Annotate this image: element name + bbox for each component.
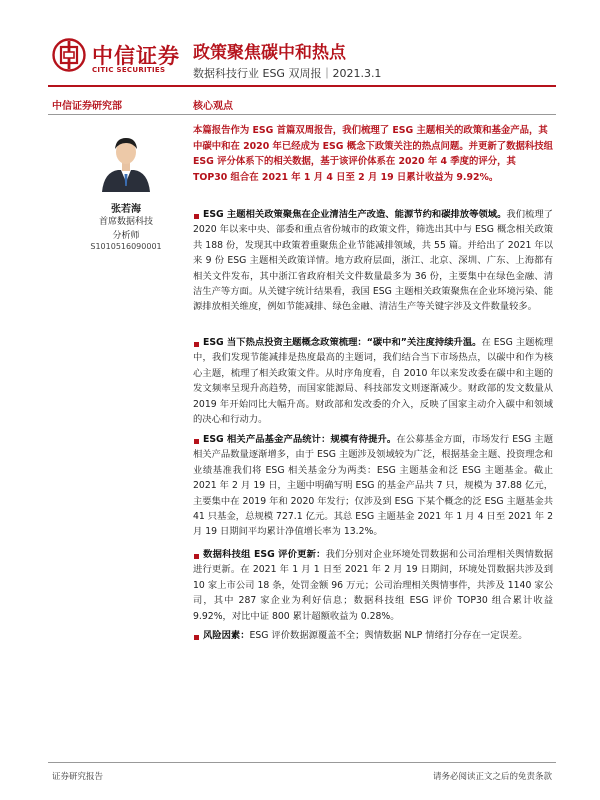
paragraph-body: 在 ESG 主题梳理中，我们发现节能减排是热度最高的主题词，我们结合当下市场热点，以碳中和作为核心主题，梳理了相关政策文件。从时序角度看，自 2010 年以来发改委在碳中和主题的发文频率呈现升高趋势，而国家能源局、科技部发文则逐渐减少。财政部的发文数量从 2019 年开始同比大幅升高。财政部和发改委的介入，反映了国家主动介入碳中和领域的决心和行动力。 [193, 337, 554, 426]
footer-report-type: 证券研究报告 [52, 772, 104, 782]
paragraph-lead: 数据科技组 ESG 评价更新： [203, 549, 326, 560]
section-divider [48, 114, 556, 115]
core-views-label: 核心观点 [193, 101, 233, 112]
brand-name-en: CITIC SECURITIES [92, 66, 166, 74]
paragraph-carbon-neutral [193, 335, 553, 427]
report-title: 政策聚焦碳中和热点 [193, 43, 346, 63]
report-subtitle: 数据科技行业 ESG 双周报｜2021.3.1 [193, 67, 382, 80]
citic-logo-icon [52, 38, 86, 72]
paragraph-lead: 风险因素： [203, 630, 250, 641]
footer-divider [48, 762, 556, 763]
paragraph-lead: ESG 相关产品基金产品统计：规模有待提升。 [203, 434, 397, 445]
brand-name-cn: 中信证券 [92, 44, 180, 68]
analyst-role: 分析师 [112, 231, 140, 241]
footer-disclaimer: 请务必阅读正文之后的免责条款 [432, 772, 552, 782]
paragraph-lead: ESG 主题相关政策聚焦在企业清洁生产改造、能源节约和碳排放等领域。 [203, 209, 507, 220]
analyst-photo [100, 132, 152, 192]
paragraph-body: ESG 评价数据源覆盖不全；舆情数据 NLP 情绪打分存在一定误差。 [249, 630, 528, 641]
analyst-name: 张若海 [111, 204, 141, 215]
paragraph-lead: ESG 当下热点投资主题概念政策梳理：“碳中和”关注度持续升温。 [203, 337, 482, 348]
header-divider [48, 85, 556, 87]
paragraph-policy [193, 207, 553, 315]
research-dept-label: 中信证券研究部 [52, 101, 122, 112]
paragraph-body: 在公募基金方面，市场发行 ESG 主题相关产品数量逐渐增多，由于 ESG 主题涉及领域较为广泛，根据基金主题、投资理念和业绩基准我们将 ESG 相关基金分为两类：ESG 主题基金和泛 ESG 主题基金。截止 2021 年 2 月 19 日，主题中明确写明 ESG 的基金产品共 7 只，规模为 37.88 亿元，主要集中在 2019 年和 2020 年发行；仅涉及到 ESG 下某个概念的泛 ESG 主题基金共 41 只基金，总规模 727.1 亿元。其总 ESG 主题基金 2021 年 1 月 4 日至 2021 年 2 月 19 日期间平均累计净值增长率为 13.2%。 [193, 434, 554, 538]
analyst-title: 首席数据科技 [98, 217, 153, 227]
intro-summary: 本篇报告作为 ESG 首篇双周报告，我们梳理了 ESG 主题相关的政策和基金产品，其中碳中和在 2020 年已经成为 ESG 概念下政策关注的热点问题。并更新了数据科技组 ESG 评分体系下的相关数据，基于该评价体系在 2020 年 4 季度的评分，其 TOP30 组合在 2021 年 1 月 4 日至 2 月 19 日累计收益为 9.92%。 [193, 125, 554, 183]
paragraph-risk [193, 628, 553, 643]
analyst-license-id: S1010516090001 [90, 242, 162, 251]
paragraph-body: 我们分别对企业环境处罚数据和公司治理相关舆情数据进行更新。在 2021 年 1 月 1 日至 2021 年 2 月 19 日期间，环境处罚数据共涉及到 10 家上市公司 18 条，处罚金额 96 万元；公司治理相关舆情事件，共涉及 1140 家公司，其中 287 家企业为利好信息；数据科技组 ESG 评价 TOP30 组合累计收益 9.92%，对比中证 800 累计超额收益为 0.28%。 [193, 549, 553, 622]
paragraph-funds [193, 432, 553, 540]
paragraph-body: 我们梳理了 2020 年以来中央、部委和重点省份城市的政策文件，筛选出其中与 ESG 概念相关政策共 188 份，发现其中政策着重聚焦企业节能减排领域，共 55 篇。并给出了 2021 年以来 9 份 ESG 主题相关政策详情。地方政府层面，浙江、北京、深圳、广东、上海都有相关文件发布，其中浙江省政府相关文件数量最多为 36 份，主要集中在绿色金融、清洁生产等方面。从关键字统计结果看，我国 ESG 主题相关政策聚焦在企业环境污染、能源排放相关维度，例如节能减排、绿色金融、清洁生产等关键字涉及文件数量较多。 [193, 209, 553, 313]
paragraph-esg-update [193, 547, 553, 624]
